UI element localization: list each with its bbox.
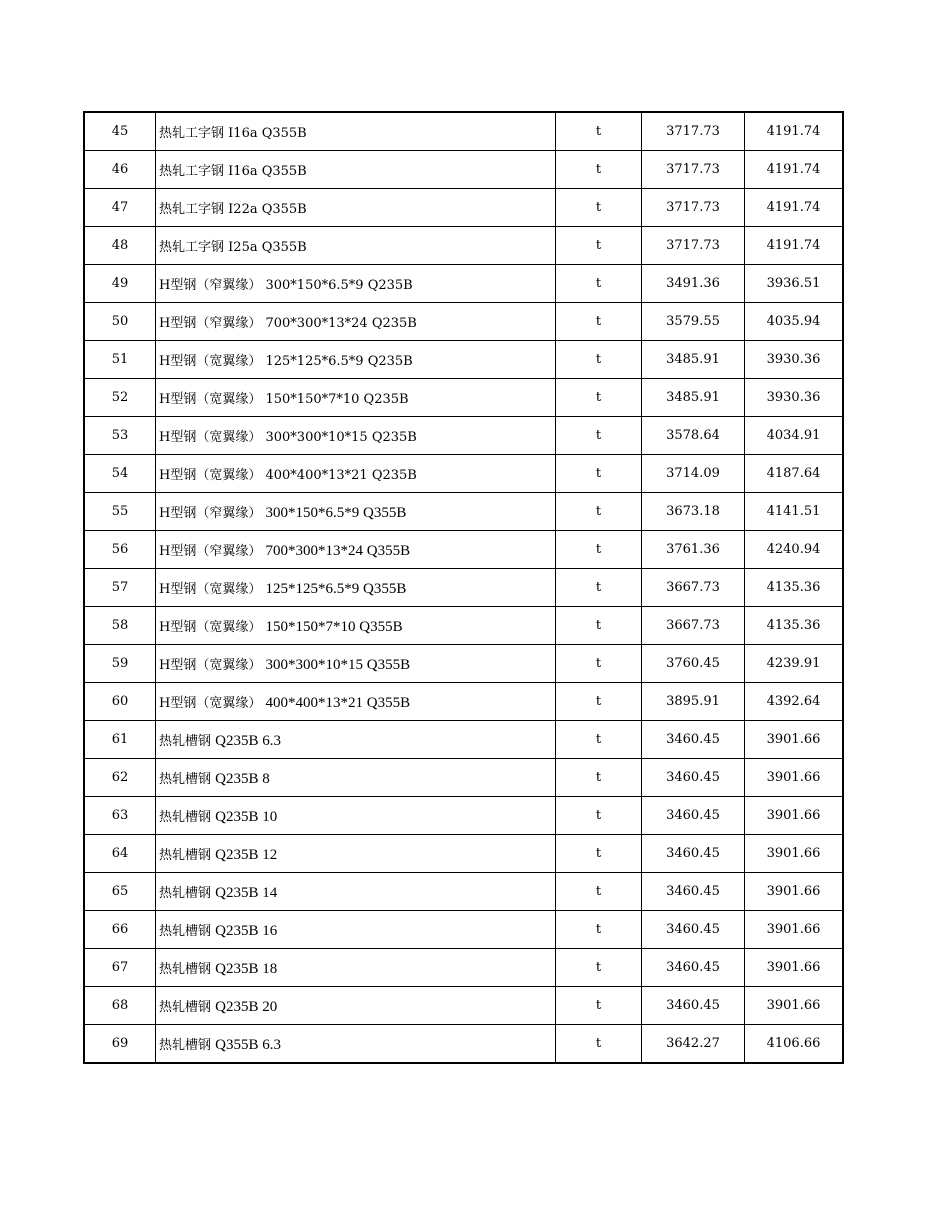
unit-cell: t: [556, 417, 642, 455]
item-name: H型钢（宽翼缘）: [159, 468, 262, 483]
price-excl-cell: 3485.91: [642, 341, 745, 379]
row-number-cell: 67: [84, 949, 156, 987]
table-row: [84, 873, 843, 911]
item-spec: 150*150*7*10 Q235B: [265, 392, 409, 407]
item-spec: Q235B 16: [215, 922, 278, 939]
row-number-cell: 56: [84, 531, 156, 569]
unit-cell: t: [556, 1025, 642, 1064]
row-number-cell: 58: [84, 607, 156, 645]
item-name: 热轧槽钢: [159, 999, 212, 1015]
item-name: 热轧槽钢: [159, 961, 212, 977]
item-name: 热轧工字钢: [159, 126, 225, 141]
unit-cell: t: [556, 303, 642, 341]
row-number-cell: 65: [84, 873, 156, 911]
price-excl-cell: 3717.73: [642, 227, 745, 265]
table-row: [84, 265, 843, 303]
row-number-cell: 55: [84, 493, 156, 531]
table-row: [84, 911, 843, 949]
row-number-cell: 60: [84, 683, 156, 721]
price-incl-cell: 4187.64: [745, 455, 844, 493]
item-name: 热轧工字钢: [159, 202, 225, 217]
price-excl-cell: 3460.45: [642, 721, 745, 759]
price-excl-cell: 3460.45: [642, 911, 745, 949]
table-row: [84, 683, 843, 721]
item-name-cell: [156, 1025, 556, 1064]
item-name-cell: [156, 759, 556, 797]
item-name-cell: [156, 189, 556, 227]
price-incl-cell: 4035.94: [745, 303, 844, 341]
table-row: [84, 721, 843, 759]
item-name-cell: [156, 569, 556, 607]
price-incl-cell: 4191.74: [745, 189, 844, 227]
row-number-cell: 54: [84, 455, 156, 493]
table-row: [84, 531, 843, 569]
price-incl-cell: 4034.91: [745, 417, 844, 455]
unit-cell: t: [556, 835, 642, 873]
item-name-cell: [156, 987, 556, 1025]
table-row: [84, 1025, 843, 1064]
item-name-cell: [156, 493, 556, 531]
row-number-cell: 59: [84, 645, 156, 683]
item-spec: I25a Q355B: [228, 240, 307, 255]
item-name-cell: [156, 455, 556, 493]
table-row: [84, 797, 843, 835]
item-name: 热轧工字钢: [159, 240, 225, 255]
item-name-cell: [156, 835, 556, 873]
table-row: [84, 151, 843, 189]
price-excl-cell: 3673.18: [642, 493, 745, 531]
item-name-cell: [156, 379, 556, 417]
item-name-cell: [156, 797, 556, 835]
price-excl-cell: 3760.45: [642, 645, 745, 683]
price-incl-cell: 4392.64: [745, 683, 844, 721]
item-spec: 300*300*10*15 Q355B: [265, 656, 411, 673]
table-row: [84, 379, 843, 417]
price-excl-cell: 3717.73: [642, 151, 745, 189]
row-number-cell: 62: [84, 759, 156, 797]
item-spec: 125*125*6.5*9 Q355B: [265, 580, 407, 597]
price-excl-cell: 3460.45: [642, 835, 745, 873]
price-excl-cell: 3460.45: [642, 797, 745, 835]
price-excl-cell: 3761.36: [642, 531, 745, 569]
price-excl-cell: 3642.27: [642, 1025, 745, 1064]
item-spec: 700*300*13*24 Q355B: [265, 542, 411, 559]
unit-cell: t: [556, 873, 642, 911]
table-row: [84, 341, 843, 379]
price-incl-cell: 3930.36: [745, 379, 844, 417]
item-spec: I16a Q355B: [228, 126, 307, 141]
price-incl-cell: 3901.66: [745, 987, 844, 1025]
table-row: [84, 417, 843, 455]
unit-cell: t: [556, 645, 642, 683]
item-spec: 400*400*13*21 Q355B: [265, 694, 411, 711]
unit-cell: t: [556, 189, 642, 227]
price-incl-cell: 4191.74: [745, 151, 844, 189]
item-name: 热轧槽钢: [159, 847, 212, 863]
price-table: [83, 111, 844, 1064]
unit-cell: t: [556, 151, 642, 189]
item-name: H型钢（窄翼缘）: [159, 278, 262, 293]
unit-cell: t: [556, 759, 642, 797]
item-spec: 700*300*13*24 Q235B: [265, 316, 417, 331]
item-name-cell: [156, 303, 556, 341]
table-row: [84, 455, 843, 493]
table-row: [84, 835, 843, 873]
item-name: 热轧槽钢: [159, 1037, 212, 1053]
price-incl-cell: 4135.36: [745, 607, 844, 645]
price-excl-cell: 3491.36: [642, 265, 745, 303]
item-name-cell: [156, 949, 556, 987]
item-name-cell: [156, 341, 556, 379]
item-name-cell: [156, 607, 556, 645]
item-spec: 400*400*13*21 Q235B: [265, 468, 417, 483]
item-name: H型钢（宽翼缘）: [159, 392, 262, 407]
row-number-cell: 57: [84, 569, 156, 607]
item-name-cell: [156, 645, 556, 683]
price-excl-cell: 3460.45: [642, 759, 745, 797]
unit-cell: t: [556, 569, 642, 607]
item-name-cell: [156, 873, 556, 911]
price-incl-cell: 4135.36: [745, 569, 844, 607]
item-name: 热轧槽钢: [159, 923, 212, 939]
item-name-cell: [156, 227, 556, 265]
row-number-cell: 50: [84, 303, 156, 341]
item-name-cell: [156, 417, 556, 455]
price-excl-cell: 3895.91: [642, 683, 745, 721]
price-incl-cell: 3901.66: [745, 835, 844, 873]
price-excl-cell: 3667.73: [642, 607, 745, 645]
item-spec: 300*300*10*15 Q235B: [265, 430, 417, 445]
unit-cell: t: [556, 112, 642, 151]
unit-cell: t: [556, 493, 642, 531]
item-name: 热轧槽钢: [159, 885, 212, 901]
table-row: [84, 493, 843, 531]
item-name: H型钢（宽翼缘）: [159, 354, 262, 369]
item-name: H型钢（窄翼缘）: [159, 316, 262, 331]
table-row: [84, 303, 843, 341]
item-name: H型钢（宽翼缘）: [159, 657, 262, 673]
table-row: [84, 607, 843, 645]
item-spec: Q355B 6.3: [215, 1036, 281, 1053]
item-name: H型钢（宽翼缘）: [159, 581, 262, 597]
row-number-cell: 51: [84, 341, 156, 379]
unit-cell: t: [556, 531, 642, 569]
table-row: [84, 645, 843, 683]
table-row: [84, 227, 843, 265]
unit-cell: t: [556, 607, 642, 645]
row-number-cell: 61: [84, 721, 156, 759]
row-number-cell: 63: [84, 797, 156, 835]
item-name: 热轧槽钢: [159, 733, 212, 749]
price-incl-cell: 3901.66: [745, 949, 844, 987]
price-incl-cell: 3901.66: [745, 797, 844, 835]
row-number-cell: 47: [84, 189, 156, 227]
item-spec: Q235B 18: [215, 960, 278, 977]
unit-cell: t: [556, 379, 642, 417]
item-spec: Q235B 8: [215, 770, 270, 787]
price-excl-cell: 3579.55: [642, 303, 745, 341]
unit-cell: t: [556, 949, 642, 987]
price-excl-cell: 3714.09: [642, 455, 745, 493]
item-spec: Q235B 6.3: [215, 732, 281, 749]
unit-cell: t: [556, 721, 642, 759]
item-name: H型钢（宽翼缘）: [159, 430, 262, 445]
price-excl-cell: 3717.73: [642, 112, 745, 151]
row-number-cell: 68: [84, 987, 156, 1025]
unit-cell: t: [556, 987, 642, 1025]
item-name-cell: [156, 683, 556, 721]
item-name-cell: [156, 112, 556, 151]
unit-cell: t: [556, 797, 642, 835]
item-spec: Q235B 10: [215, 808, 278, 825]
item-spec: 150*150*7*10 Q355B: [265, 618, 403, 635]
item-spec: Q235B 20: [215, 998, 278, 1015]
item-spec: Q235B 14: [215, 884, 278, 901]
item-name: H型钢（宽翼缘）: [159, 695, 262, 711]
price-table-body: [84, 112, 843, 1063]
item-name: 热轧工字钢: [159, 164, 225, 179]
table-row: [84, 949, 843, 987]
price-incl-cell: 3930.36: [745, 341, 844, 379]
row-number-cell: 64: [84, 835, 156, 873]
item-name-cell: [156, 151, 556, 189]
item-spec: 125*125*6.5*9 Q235B: [265, 354, 413, 369]
item-name-cell: [156, 265, 556, 303]
unit-cell: t: [556, 455, 642, 493]
row-number-cell: 52: [84, 379, 156, 417]
table-row: [84, 987, 843, 1025]
row-number-cell: 66: [84, 911, 156, 949]
price-incl-cell: 4239.91: [745, 645, 844, 683]
price-incl-cell: 3901.66: [745, 873, 844, 911]
table-row: [84, 569, 843, 607]
item-name: H型钢（宽翼缘）: [159, 619, 262, 635]
price-incl-cell: 3936.51: [745, 265, 844, 303]
item-spec: I16a Q355B: [228, 164, 307, 179]
row-number-cell: 46: [84, 151, 156, 189]
item-name-cell: [156, 911, 556, 949]
price-incl-cell: 3901.66: [745, 721, 844, 759]
unit-cell: t: [556, 341, 642, 379]
price-excl-cell: 3460.45: [642, 949, 745, 987]
price-excl-cell: 3485.91: [642, 379, 745, 417]
item-name: 热轧槽钢: [159, 771, 212, 787]
price-incl-cell: 4191.74: [745, 227, 844, 265]
row-number-cell: 49: [84, 265, 156, 303]
unit-cell: t: [556, 265, 642, 303]
price-excl-cell: 3667.73: [642, 569, 745, 607]
row-number-cell: 48: [84, 227, 156, 265]
item-name-cell: [156, 531, 556, 569]
item-name: H型钢（窄翼缘）: [159, 543, 262, 559]
row-number-cell: 69: [84, 1025, 156, 1064]
table-row: [84, 759, 843, 797]
unit-cell: t: [556, 683, 642, 721]
unit-cell: t: [556, 911, 642, 949]
item-name: 热轧槽钢: [159, 809, 212, 825]
unit-cell: t: [556, 227, 642, 265]
item-spec: 300*150*6.5*9 Q235B: [265, 278, 413, 293]
price-incl-cell: 3901.66: [745, 911, 844, 949]
item-spec: I22a Q355B: [228, 202, 307, 217]
price-excl-cell: 3460.45: [642, 873, 745, 911]
item-name: H型钢（窄翼缘）: [159, 505, 262, 521]
item-spec: 300*150*6.5*9 Q355B: [265, 504, 407, 521]
table-row: [84, 112, 843, 151]
table-row: [84, 189, 843, 227]
price-incl-cell: 4240.94: [745, 531, 844, 569]
item-name-cell: [156, 721, 556, 759]
item-spec: Q235B 12: [215, 846, 278, 863]
row-number-cell: 53: [84, 417, 156, 455]
price-excl-cell: 3460.45: [642, 987, 745, 1025]
row-number-cell: 45: [84, 112, 156, 151]
price-excl-cell: 3717.73: [642, 189, 745, 227]
price-excl-cell: 3578.64: [642, 417, 745, 455]
price-incl-cell: 3901.66: [745, 759, 844, 797]
price-incl-cell: 4191.74: [745, 112, 844, 151]
price-incl-cell: 4141.51: [745, 493, 844, 531]
price-incl-cell: 4106.66: [745, 1025, 844, 1064]
